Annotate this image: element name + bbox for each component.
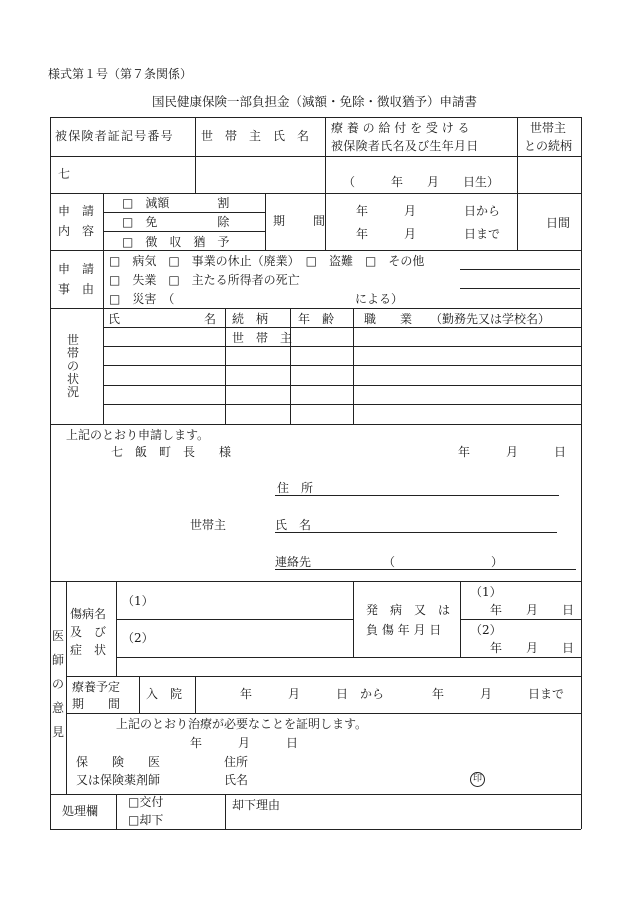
insurer-label-line1: 保 険 医 bbox=[76, 755, 161, 769]
col-header-occupation: 職 業 （勤務先又は学校名） bbox=[364, 312, 551, 326]
householder-name-field[interactable] bbox=[196, 157, 324, 192]
household-side-char: 況 bbox=[66, 385, 79, 399]
recipient-label-line2: 被保険者氏名及び生年月日 bbox=[331, 139, 479, 153]
other-reason-underline-2 bbox=[460, 288, 580, 289]
household-side-label bbox=[65, 334, 81, 399]
request-content-label-line1: 申 請 bbox=[58, 204, 95, 218]
period-from[interactable]: 年 月 日から bbox=[356, 204, 501, 218]
onset-1-number: （1） bbox=[470, 585, 502, 599]
col-header-name: 氏 名 bbox=[108, 312, 217, 326]
option-exemption[interactable]: □ 免 除 bbox=[122, 215, 230, 229]
reject-checkbox[interactable]: □却下 bbox=[128, 813, 164, 827]
col-header-relation: 続 柄 bbox=[232, 312, 269, 326]
doctor-side-label bbox=[50, 624, 66, 744]
treatment-to[interactable]: 年 月 日まで bbox=[432, 687, 565, 701]
disease-label bbox=[70, 605, 106, 659]
disease-label-line: 及 び bbox=[70, 625, 107, 639]
other-reason-underline-1 bbox=[460, 269, 580, 270]
application-statement: 上記のとおり申請します。 bbox=[66, 428, 210, 442]
doctor-side-char: 医 bbox=[51, 629, 64, 643]
period-label: 期 間 bbox=[273, 214, 334, 228]
treatment-period-label-line2: 期 間 bbox=[72, 697, 121, 711]
disease-2[interactable]: （2） bbox=[122, 631, 154, 645]
contact-label: 連絡先 bbox=[275, 555, 312, 569]
reason-line-1[interactable]: □ 病気 □ 事業の休止（廃業） □ 盗難 □ その他 bbox=[109, 254, 425, 268]
doctor-side-char: の bbox=[51, 677, 64, 691]
address-label: 住 所 bbox=[277, 481, 314, 495]
reason-line-2[interactable]: □ 失業 □ 主たる所得者の死亡 bbox=[109, 273, 300, 287]
insurer-label-line2: 又は保険薬剤師 bbox=[76, 773, 161, 787]
request-content-label-line2: 内 容 bbox=[58, 224, 95, 238]
onset-label-line1: 発 病 又 は bbox=[366, 603, 451, 617]
inpatient-label: 入 院 bbox=[146, 687, 183, 701]
issue-checkbox[interactable]: □交付 bbox=[128, 795, 164, 809]
reason-line-3-close: による） bbox=[355, 292, 404, 306]
reason-label-line2: 事 由 bbox=[58, 282, 95, 296]
reason-line-3-open[interactable]: □ 災害 （ bbox=[109, 292, 175, 306]
period-days[interactable]: 日間 bbox=[546, 216, 571, 230]
householder-relation: 世 帯 主 bbox=[232, 331, 293, 345]
insurance-number-prefix[interactable]: 七 bbox=[58, 167, 71, 181]
household-side-char: 状 bbox=[66, 372, 79, 386]
householder-name-label: 世 帯 主 氏 名 bbox=[201, 129, 310, 143]
address-line[interactable] bbox=[275, 495, 559, 496]
contact-line[interactable] bbox=[275, 569, 576, 570]
treatment-from[interactable]: 年 月 日 から bbox=[240, 687, 385, 701]
form-number: 様式第１号（第７条関係） bbox=[48, 67, 193, 81]
reason-label-line1: 申 請 bbox=[58, 262, 95, 276]
certification-date[interactable]: 年 月 日 bbox=[190, 736, 299, 750]
disease-1[interactable]: （1） bbox=[122, 594, 154, 608]
doctor-side-char: 意 bbox=[51, 701, 64, 715]
recipient-label-line1: 療 養 の 給 付 を 受 け る bbox=[331, 121, 470, 135]
treatment-period-label-line1: 療養予定 bbox=[72, 680, 121, 694]
disease-label-line: 傷病名 bbox=[70, 607, 107, 621]
option-deferral[interactable]: □ 徴 収 猶 予 bbox=[122, 235, 230, 249]
contact-paren: （ ） bbox=[383, 555, 504, 569]
onset-2-date[interactable]: 年 月 日 bbox=[490, 641, 575, 655]
insurance-number-label: 被保険者証記号番号 bbox=[55, 129, 174, 143]
household-side-char: 帯 bbox=[66, 346, 79, 360]
household-side-char: 世 bbox=[66, 333, 79, 347]
relation-label-line1: 世帯主 bbox=[530, 121, 567, 135]
onset-2-number: （2） bbox=[470, 623, 502, 637]
option-reduction[interactable]: □ 減額 割 bbox=[122, 196, 230, 210]
relation-field[interactable] bbox=[518, 157, 580, 192]
onset-1-date[interactable]: 年 月 日 bbox=[490, 603, 575, 617]
name-line[interactable] bbox=[275, 532, 557, 533]
householder-sign-label: 世帯主 bbox=[190, 518, 227, 532]
period-to[interactable]: 年 月 日まで bbox=[356, 227, 501, 241]
addressee: 七 飯 町 長 様 bbox=[111, 445, 232, 459]
application-date[interactable]: 年 月 日 bbox=[458, 445, 567, 459]
seal-text: 印 bbox=[472, 774, 482, 784]
doctor-name-label[interactable]: 氏名 bbox=[224, 773, 249, 787]
col-header-age: 年 齢 bbox=[298, 312, 335, 326]
processing-label: 処理欄 bbox=[62, 804, 99, 818]
form-title: 国民健康保険一部負担金（減額・免除・徴収猶予）申請書 bbox=[152, 94, 478, 109]
disease-label-line: 症 状 bbox=[70, 643, 107, 657]
name-label: 氏 名 bbox=[275, 518, 312, 532]
doctor-side-char: 見 bbox=[51, 725, 64, 739]
certification-statement: 上記のとおり治療が必要なことを証明します。 bbox=[116, 717, 368, 731]
onset-label-line2: 負 傷 年 月 日 bbox=[366, 623, 442, 637]
seal-mark bbox=[470, 772, 485, 787]
reject-reason-label: 却下理由 bbox=[232, 798, 281, 812]
household-side-char: の bbox=[66, 359, 79, 373]
birthdate-field[interactable]: （ 年 月 日生） bbox=[343, 175, 500, 189]
doctor-address-label[interactable]: 住所 bbox=[224, 755, 249, 769]
doctor-side-char: 師 bbox=[51, 653, 64, 667]
relation-label-line2: との続柄 bbox=[524, 139, 573, 153]
